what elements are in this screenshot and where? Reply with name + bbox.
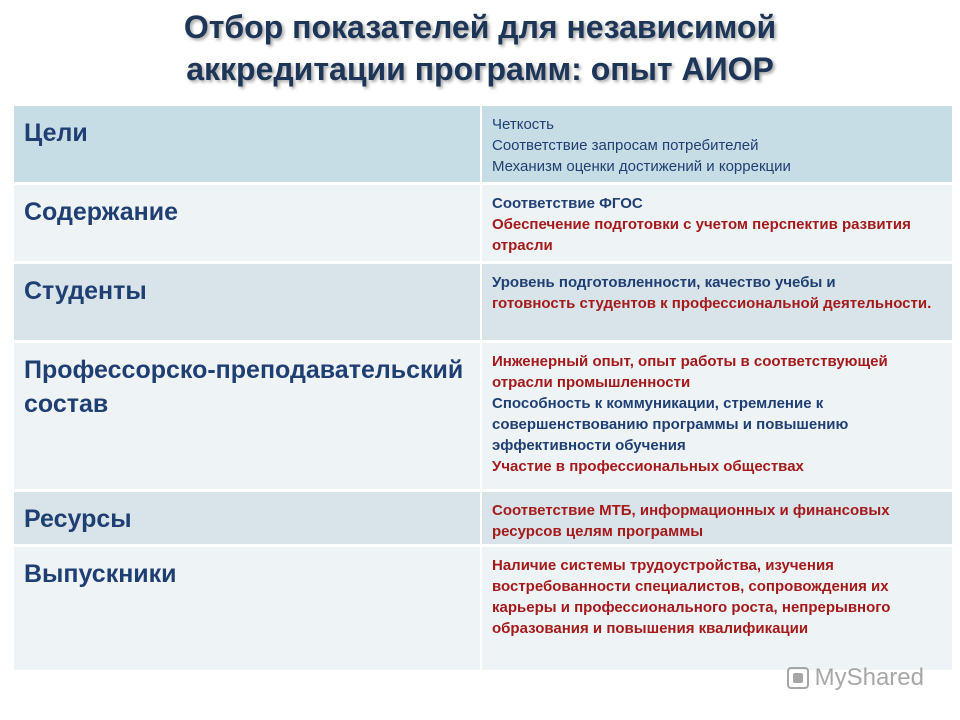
detail-item: Уровень подготовленности, качество учебы и	[492, 274, 836, 291]
detail-item: Соответствие МТБ, информационных и финансовых ресурсов целям программы	[492, 502, 890, 540]
criterion-details-content	[482, 185, 952, 261]
table-row	[14, 264, 952, 340]
criterion-label-content: Содержание	[14, 185, 480, 261]
criterion-label-resources: Ресурсы	[14, 492, 480, 544]
criterion-label-students: Студенты	[14, 264, 480, 340]
table-row	[14, 185, 952, 261]
criterion-details-faculty	[482, 343, 952, 489]
title-line-2: аккредитации программ: опыт АИОР	[186, 51, 774, 87]
watermark	[787, 664, 924, 692]
table-row	[14, 343, 952, 489]
criterion-details-students	[482, 264, 952, 340]
criterion-label-goals: Цели	[14, 106, 480, 182]
criterion-label-graduates: Выпускники	[14, 547, 480, 670]
table-row	[14, 106, 952, 182]
detail-item: Способность к коммуникации, стремление к совершенствованию программы и повышению эффективности обучения	[492, 395, 849, 454]
detail-item: Участие в профессиональных обществах	[492, 458, 804, 475]
watermark-text: MyShared	[814, 664, 924, 691]
detail-item: Четкость	[492, 116, 554, 133]
title-line-1: Отбор показателей для независимой	[183, 9, 777, 45]
detail-item: Обеспечение подготовки с учетом перспектив развития отрасли	[492, 216, 911, 254]
table-row	[14, 547, 952, 670]
criterion-details-resources	[482, 492, 952, 544]
logo-icon	[787, 667, 809, 689]
detail-item: Механизм оценки достижений и коррекции	[492, 158, 791, 175]
criterion-label-faculty: Профессорско-преподавательский состав	[14, 343, 480, 489]
detail-item: Соответствие ФГОС	[492, 195, 643, 212]
detail-item: Наличие системы трудоустройства, изучения востребованности специалистов, сопровождения их карьеры и профессионального роста, непрерывного образования и повышения квалификации	[492, 557, 891, 637]
detail-item: Инженерный опыт, опыт работы в соответствующей отрасли промышленности	[492, 353, 888, 391]
detail-item: Соответствие запросам потребителей	[492, 137, 759, 154]
table-row	[14, 492, 952, 544]
detail-item: готовность студентов к профессиональной деятельности.	[492, 295, 932, 312]
criterion-details-goals	[482, 106, 952, 182]
page-title	[0, 0, 960, 100]
criterion-details-graduates	[482, 547, 952, 670]
criteria-table	[12, 103, 954, 673]
